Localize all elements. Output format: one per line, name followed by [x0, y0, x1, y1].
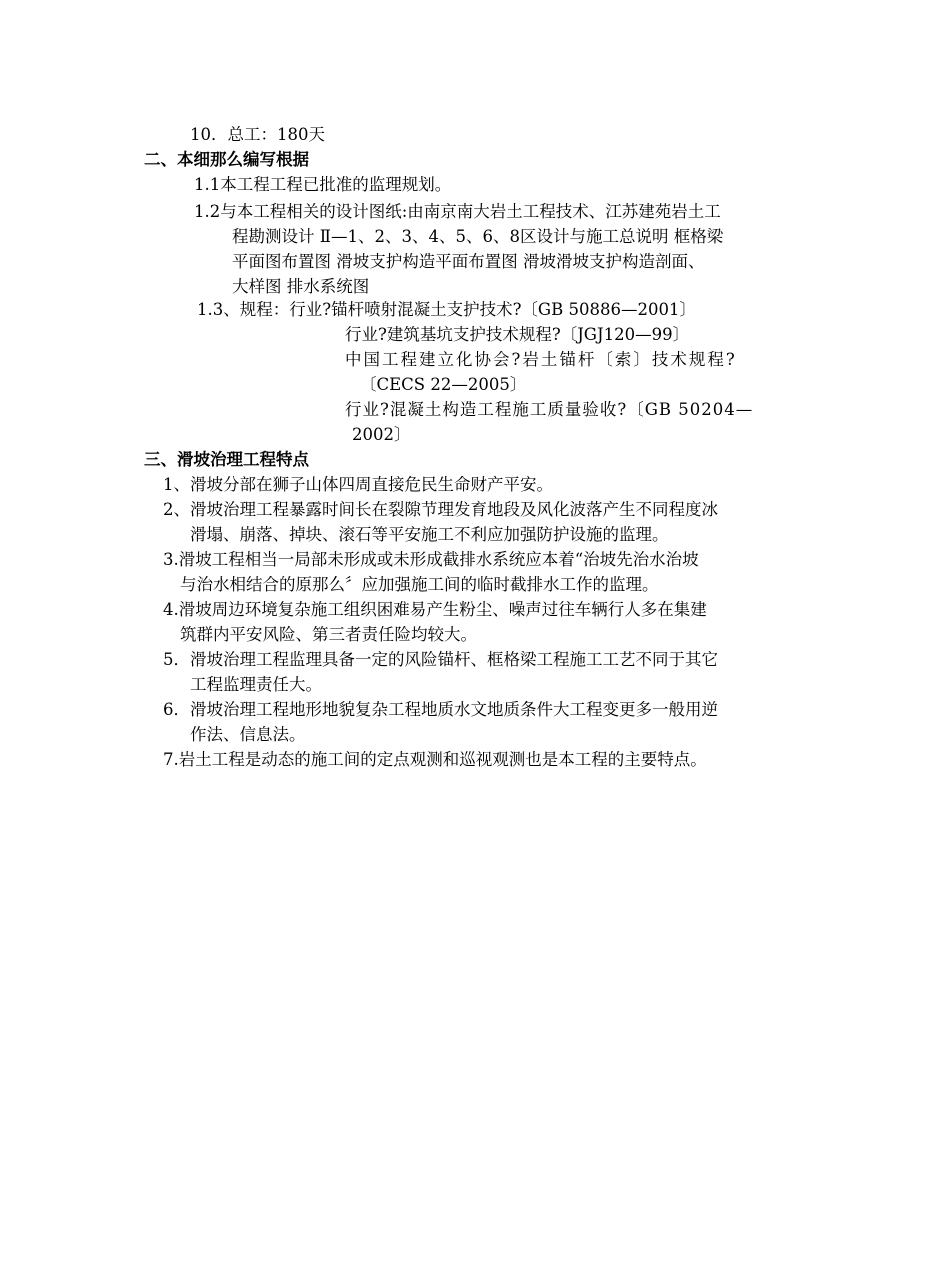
feature-7-line-1: 7.岩土工程是动态的施工间的定点观测和巡视观测也是本工程的主要特点。	[163, 750, 707, 769]
item-1-3-line-6: 2002〕	[352, 425, 411, 444]
feature-4-line-1: 4.滑坡周边环境复杂施工组织困难易产生粉尘、噪声过往车辆行人多在集建	[163, 600, 707, 619]
item-1-1: 1.1本工程工程已批准的监理规划。	[194, 175, 452, 194]
feature-3-line-2: 与治水相结合的原那么〞应加强施工间的临时截排水工作的监理。	[180, 575, 659, 594]
item-1-3-line-3: 中国工程建立化协会?岩土锚杆〔索〕技术规程?	[345, 350, 737, 369]
item-1-3-line-2: 行业?建筑基坑支护技术规程?〔JGJ120—99〕	[345, 325, 690, 344]
feature-1-line-1: 1、滑坡分部在狮子山体四周直接危民生命财产平安。	[163, 475, 553, 494]
item-1-2-line-3: 平面图布置图 滑坡支护构造平面布置图 滑坡滑坡支护构造剖面、	[232, 252, 705, 271]
feature-2-line-2: 滑塌、崩落、掉块、滚石等平安施工不利应加强防护设施的监理。	[190, 525, 669, 544]
feature-5-line-2: 工程监理责任大。	[190, 675, 322, 694]
feature-6-line-1: 6．滑坡治理工程地形地貌复杂工程地质水文地质条件大工程变更多一般用逆	[163, 700, 718, 719]
item-1-2-line-1: 1.2与本工程相关的设计图纸:由南京南大岩土工程技术、江苏建苑岩土工	[194, 202, 721, 221]
item-1-2-line-2: 程勘测设计 Ⅱ—1、2、3、4、5、6、8区设计与施工总说明 框格梁	[232, 227, 724, 246]
feature-5-line-1: 5．滑坡治理工程监理具备一定的风险锚杆、框格梁工程施工工艺不同于其它	[163, 650, 718, 669]
item-1-3-line-1: 1.3、规程：行业?锚杆喷射混凝土支护技术?〔GB 50886—2001〕	[197, 300, 696, 319]
section-3-heading: 三、滑坡治理工程特点	[144, 450, 309, 469]
feature-6-line-2: 作法、信息法。	[190, 725, 306, 744]
feature-4-line-2: 筑群内平安风险、第三者责任险均较大。	[180, 625, 477, 644]
item-1-2-line-4: 大样图 排水系统图	[232, 277, 370, 296]
item-1-3-line-4: 〔CECS 22—2005〕	[360, 375, 527, 394]
item-10-duration: 10．总工：180天	[190, 125, 325, 144]
feature-2-line-1: 2、滑坡治理工程暴露时间长在裂隙节理发育地段及风化波落产生不同程度冰	[163, 500, 718, 519]
item-1-3-line-5: 行业?混凝土构造工程施工质量验收?〔GB 50204—	[345, 400, 754, 419]
feature-3-line-1: 3.滑坡工程相当一局部未形成或未形成截排水系统应本着“治坡先治水治坡	[163, 550, 699, 569]
section-2-heading: 二、本细那么编写根据	[144, 150, 309, 169]
